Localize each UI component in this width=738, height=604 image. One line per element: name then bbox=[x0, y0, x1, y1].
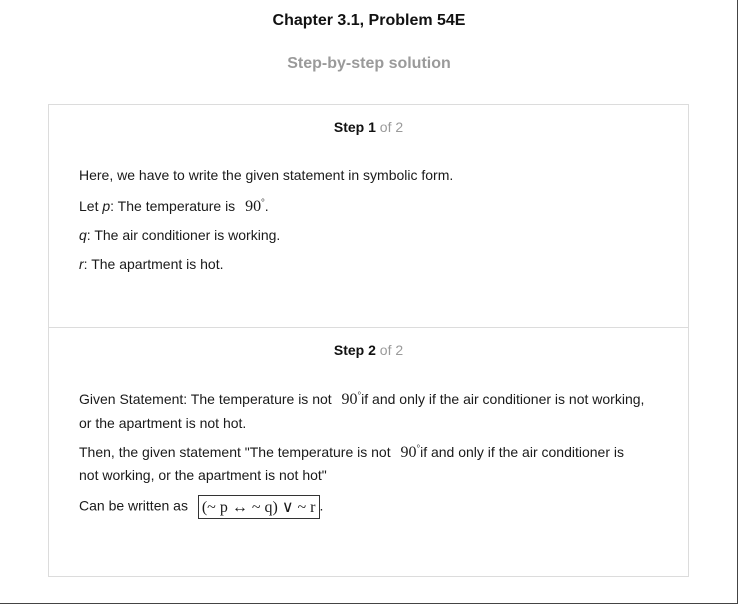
step-1-r-definition: r: The apartment is hot. bbox=[79, 256, 224, 272]
step-1-total: of 2 bbox=[379, 119, 404, 135]
var-r: r bbox=[79, 256, 84, 272]
step-2-total: of 2 bbox=[379, 342, 404, 358]
step-2-number: 2 bbox=[368, 342, 376, 358]
step-2-then-line-2: not working, or the apartment is not hot" bbox=[79, 467, 327, 483]
step-1-number: 1 bbox=[368, 119, 376, 135]
step-2-then-line-1: Then, the given statement "The temperature is not 90°if and only if the air conditioner is bbox=[79, 443, 624, 461]
page-title: Chapter 3.1, Problem 54E bbox=[272, 12, 466, 29]
step-1-header: Step 1 of 2 bbox=[333, 119, 404, 135]
step-2-section bbox=[49, 328, 688, 576]
step-2-answer-line: Can be written as (~ p ↔ ~ q) ∨ ~ r . bbox=[79, 495, 323, 519]
step-1-q-definition: q: The air conditioner is working. bbox=[79, 227, 281, 243]
math-90-deg: 90° bbox=[245, 197, 265, 215]
solution-card bbox=[48, 104, 689, 577]
step-1-intro: Here, we have to write the given statement in symbolic form. bbox=[79, 167, 454, 183]
step-2-given-line-1: Given Statement: The temperature is not 90°if and only if the air conditioner is not working, bbox=[79, 390, 645, 408]
math-90-deg: 90° bbox=[341, 390, 362, 408]
var-q: q bbox=[79, 227, 87, 243]
math-90-deg: 90° bbox=[400, 443, 421, 461]
answer-box: (~ p ↔ ~ q) ∨ ~ r bbox=[198, 495, 320, 519]
step-1-p-definition: Let p: The temperature is 90°. bbox=[79, 197, 269, 215]
step-1-section bbox=[49, 105, 688, 328]
step-2-given-line-2: or the apartment is not hot. bbox=[79, 415, 247, 431]
page-subtitle: Step-by-step solution bbox=[287, 55, 451, 72]
step-2-header: Step 2 of 2 bbox=[333, 342, 404, 358]
var-p: p bbox=[102, 198, 111, 214]
